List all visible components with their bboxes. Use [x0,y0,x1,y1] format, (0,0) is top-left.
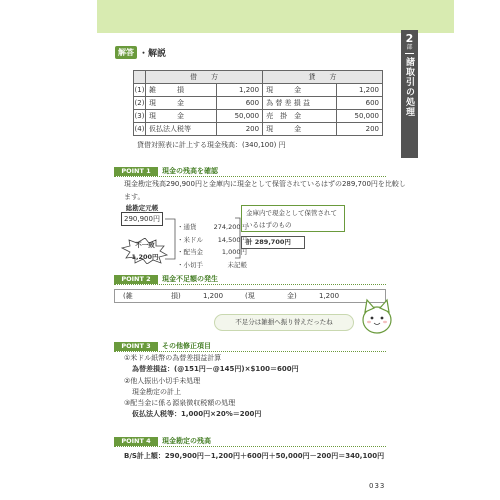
debit-account: 雑 損 [146,84,217,97]
point1-label: POINT 1 [114,167,158,176]
row-number: (3) [134,110,146,123]
point4-rule [114,446,386,447]
speech-bubble: 不足分は雑損へ振り替えだったね [214,314,354,331]
point1-text [124,178,406,204]
row-number: (2) [134,97,146,110]
point2-title: 現金不足額の発生 [162,275,218,283]
divider [405,53,414,54]
debit-header: 借 方 [146,71,263,84]
entry-cr-amount: 1,200 [319,292,340,300]
ledger-label: 総勘定元帳 [125,204,159,212]
point4-title: 現金勘定の残高 [162,437,211,445]
credit-amount: 600 [337,97,383,110]
cash-items [177,221,247,271]
point1-text-line2: ます。 [124,193,145,201]
mismatch-text2: 1,200円 [131,253,159,261]
balance-note: 貸借対照表に計上する現金残高：(340,100) 円 [137,141,286,149]
ledger-value: 290,900円 [121,212,163,226]
credit-amount: 50,000 [337,110,383,123]
debit-amount: 50,000 [217,110,263,123]
point3-label: POINT 3 [114,342,158,351]
answer-badge: 解答 [115,46,137,59]
entry-dr-open: (雑 [123,292,133,300]
point1-rule [114,176,386,177]
point1-heading [114,166,218,176]
part-suffix: 部 [406,44,413,51]
entry-dr-amount: 1,200 [203,292,224,300]
debit-account: 現 金 [146,110,217,123]
debit-amount: 1,200 [217,84,263,97]
journal-table [133,70,383,136]
header-band [97,0,454,33]
safe-text2: いるはずのもの [246,221,292,229]
cat-mascot-icon [360,298,394,334]
safe-box [241,205,345,232]
journal-header-row [134,71,383,84]
list-item: ・通貨 274,200円 [177,223,247,231]
point4-formula: B/S計上額：290,900円－1,200円＋600円＋50,000円－200円＝340,100円 [124,452,385,460]
entry-cr-open: (現 [245,292,255,300]
table-row [134,123,383,136]
point1-text-line1: 現金勘定残高290,900円と金庫内に現金として保管されているはずの289,700円を比較し [124,180,406,188]
list-item: ③配当金に係る源泉徴収税額の処理 [124,399,236,408]
list-item: ・配当金 1,000円 [177,248,247,256]
credit-account: 為 替 差 損 益 [263,97,337,110]
entry-cr-close: 金) [287,292,297,300]
credit-account: 売 掛 金 [263,110,337,123]
chapter-tab [401,30,418,158]
answer-heading-rest: ・解説 [139,49,167,59]
point2-heading [114,274,218,284]
list-item: 仮払法人税等：1,000円×20%＝200円 [132,410,262,419]
credit-amount: 200 [337,123,383,136]
list-item: ①米ドル紙幣の為替差損益計算 [124,354,222,362]
blank-header [134,71,146,84]
list-item: ・米ドル 14,500円 [177,235,247,244]
list-item: 為替差損益：(@151円－@145円)×$100＝600円 [132,365,299,374]
credit-account: 現 金 [263,123,337,136]
entry-dr-close: 損) [171,292,181,300]
point2-label: POINT 2 [114,275,158,284]
safe-text1: 金庫内で現金として保管されて [246,209,337,217]
table-row [134,84,383,97]
list-item: 現金勘定の計上 [132,387,181,396]
point2-rule [114,284,386,285]
point1-title: 現金の残高を確認 [162,167,218,175]
answer-heading [115,46,166,59]
point4-heading [114,436,211,446]
point4-label: POINT 4 [114,437,158,446]
point3-rule [114,351,386,352]
mismatch-text1: 不一致 [135,241,155,249]
credit-header: 貸 方 [263,71,383,84]
journal-entry-bar [114,289,386,303]
debit-amount: 200 [217,123,263,136]
debit-account: 仮払法人税等 [146,123,217,136]
point3-lines [124,353,299,421]
credit-account: 現 金 [263,84,337,97]
row-number: (4) [134,123,146,136]
debit-amount: 600 [217,97,263,110]
list-item: ②他人振出小切手未処理 [124,376,201,385]
chapter-title: 諸取引の処理 [404,57,414,117]
table-row [134,110,383,123]
point3-title: その他修正項目 [162,342,211,350]
table-row [134,97,383,110]
page-number: 033 [369,482,386,490]
point3-heading [114,341,211,351]
row-number: (1) [134,84,146,97]
list-item: ・小切手 未記帳 [177,260,247,269]
credit-amount: 1,200 [337,84,383,97]
total-box: 計 289,700円 [241,236,305,249]
debit-account: 現 金 [146,97,217,110]
part-number: 2 [405,32,414,45]
